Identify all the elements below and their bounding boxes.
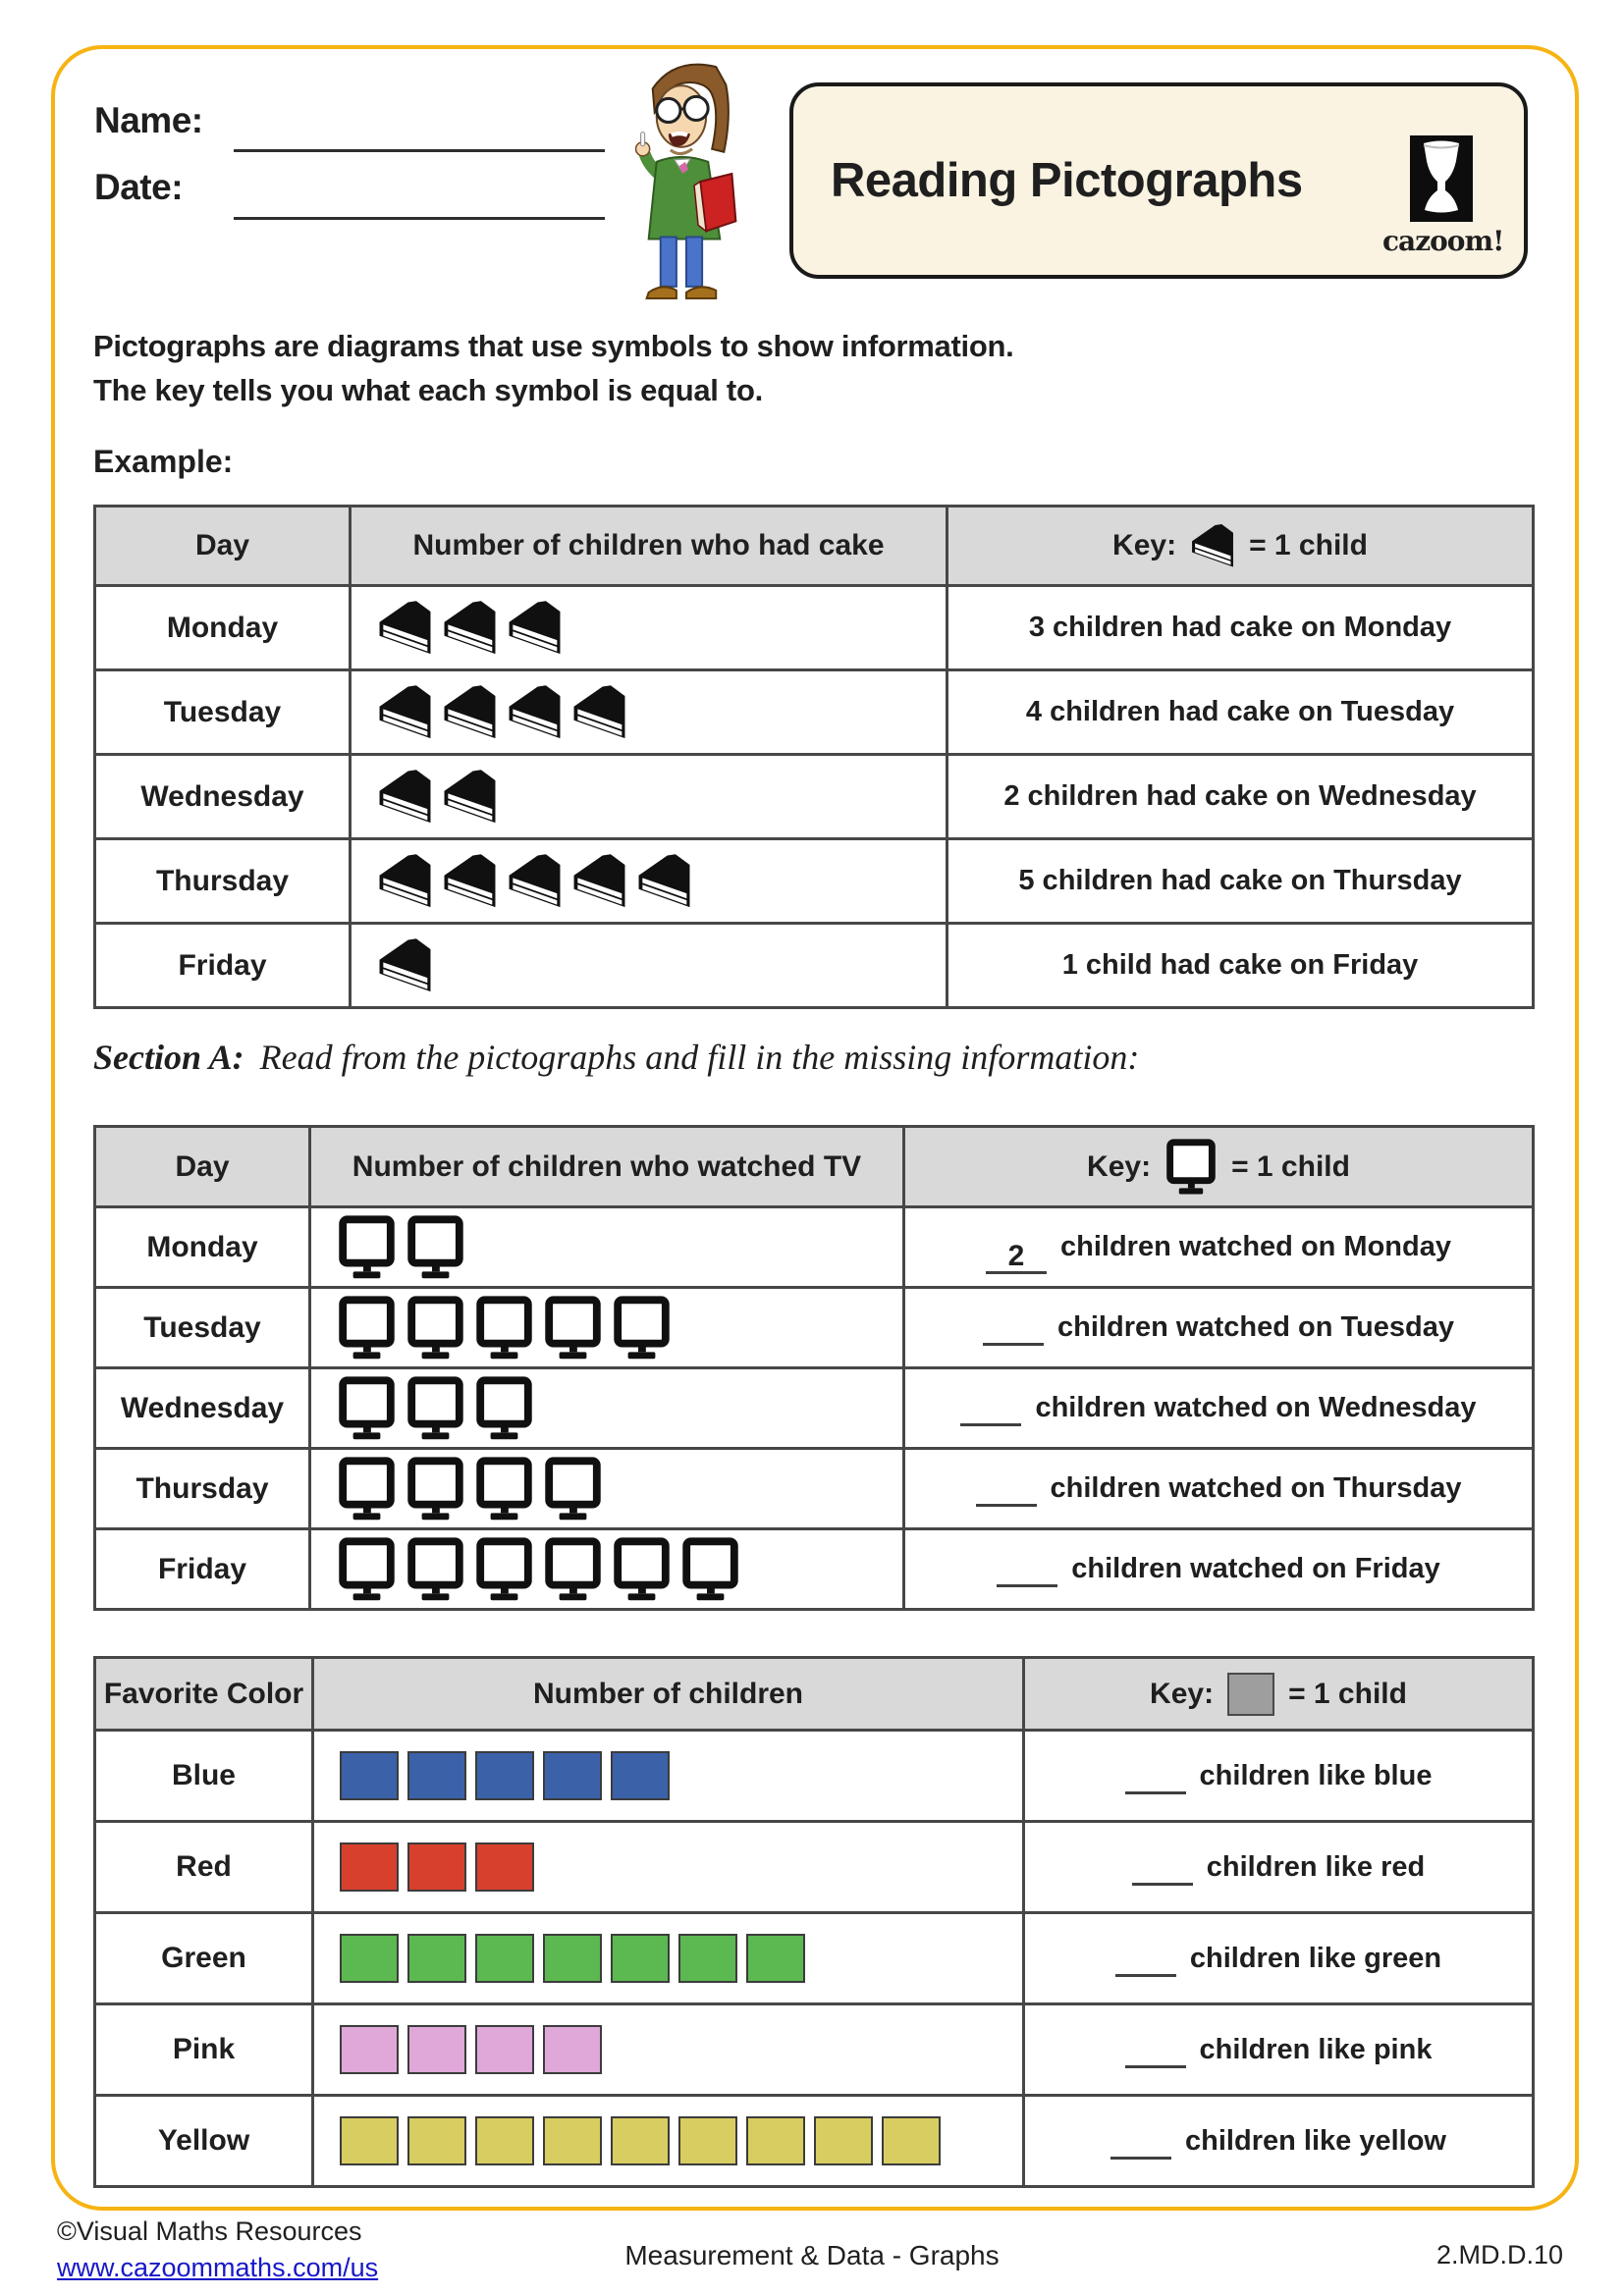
answer [906, 1230, 1531, 1272]
tv-icon [474, 1537, 534, 1602]
color-square-icon [746, 1934, 805, 1983]
color-square-icon [611, 2116, 670, 2165]
square-key [1026, 1673, 1531, 1716]
cake-slice-icon-row [377, 849, 945, 913]
gray-square-key-icon [1227, 1673, 1274, 1716]
tv-key [906, 1139, 1531, 1196]
tv-row [95, 1368, 1534, 1449]
cake-slice-icon [507, 849, 563, 913]
example-row-label: Friday [95, 924, 351, 1008]
example-row-label: Thursday [95, 839, 351, 924]
answer-blank [1125, 1791, 1186, 1794]
color-square-icon-row [340, 2025, 1021, 2074]
key-label: Key: [1112, 529, 1177, 561]
answer-blank: 2 [986, 1242, 1047, 1274]
favorite-color-pictograph-table [93, 1656, 1535, 2188]
color-square-icon [340, 1751, 399, 1800]
key-suffix: = 1 child [1249, 529, 1368, 561]
example-row [95, 670, 1534, 755]
intro-text [93, 324, 1013, 412]
col-header-number: Number of children [313, 1658, 1024, 1731]
answer-text: 3 children had cake on Monday [947, 586, 1534, 670]
tv-icon [543, 1457, 603, 1522]
color-row-label: Red [95, 1822, 313, 1913]
footer-standard-code: 2.MD.D.10 [1435, 2240, 1563, 2269]
answer-text: children watched on Wednesday [1035, 1392, 1477, 1423]
cake-slice-icon [507, 596, 563, 660]
answer [1026, 1760, 1531, 1792]
cake-slice-icon [442, 849, 498, 913]
answer [906, 1553, 1531, 1585]
name-blank-line [234, 149, 605, 152]
example-label: Example: [93, 444, 234, 479]
tv-icon [474, 1376, 534, 1441]
answer-blank [960, 1423, 1021, 1426]
color-row-label: Green [95, 1913, 313, 2004]
answer-text: children like blue [1199, 1759, 1433, 1791]
answer-blank [983, 1343, 1044, 1346]
cake-slice-icon [442, 596, 498, 660]
color-square-icon [407, 1934, 466, 1983]
color-square-icon [407, 2116, 466, 2165]
color-square-icon [678, 1934, 737, 1983]
col-header-pictures: Number of children who watched TV [310, 1127, 904, 1207]
example-row [95, 755, 1534, 839]
color-square-icon [611, 1934, 670, 1983]
color-square-icon [340, 1934, 399, 1983]
tv-icon [474, 1296, 534, 1361]
answer-text: children like yellow [1185, 2124, 1446, 2157]
tv-icon [337, 1296, 397, 1361]
answer-text: children like red [1206, 1850, 1426, 1883]
tv-icon [337, 1215, 397, 1280]
teacher-cartoon [624, 55, 754, 302]
col-header-pictures: Number of children who had cake [351, 507, 947, 586]
key-label: Key: [1087, 1149, 1152, 1183]
color-square-icon [340, 2025, 399, 2074]
tv-row [95, 1449, 1534, 1529]
color-square-icon [611, 1751, 670, 1800]
tv-key-icon [1164, 1139, 1218, 1196]
intro-line-2: The key tells you what each symbol is equal to. [93, 373, 763, 407]
cazoom-drum-icon [1410, 135, 1473, 222]
answer-text: children watched on Monday [1060, 1230, 1451, 1262]
color-square-icon [543, 1751, 602, 1800]
answer-text: children like pink [1199, 2033, 1433, 2065]
answer-blank [1110, 2157, 1171, 2160]
color-square-icon [340, 2116, 399, 2165]
tv-row-label: Thursday [95, 1449, 310, 1529]
tv-row-label: Monday [95, 1207, 310, 1288]
tv-icon [337, 1537, 397, 1602]
tv-icon-row [337, 1296, 901, 1361]
key-suffix: = 1 child [1231, 1149, 1350, 1183]
tv-icon-row [337, 1457, 901, 1522]
answer [1026, 2034, 1531, 2066]
tv-icon-row [337, 1537, 901, 1602]
title-box [789, 82, 1528, 279]
answer-text: 4 children had cake on Tuesday [947, 670, 1534, 755]
answer [1026, 1943, 1531, 1975]
example-pictograph-table [93, 505, 1535, 1009]
col-header-day: Day [95, 1127, 310, 1207]
tv-icon-row [337, 1376, 901, 1441]
col-header-key [947, 507, 1534, 586]
answer [906, 1392, 1531, 1424]
example-row [95, 924, 1534, 1008]
tv-icon [612, 1537, 672, 1602]
color-square-icon [407, 1842, 466, 1892]
key-label: Key: [1150, 1677, 1215, 1710]
tv-icon [612, 1296, 672, 1361]
answer [906, 1472, 1531, 1505]
cake-slice-icon [377, 849, 433, 913]
answer-text: children watched on Thursday [1050, 1472, 1462, 1504]
cake-slice-icon-row [377, 680, 945, 744]
cake-slice-icon [636, 849, 692, 913]
tv-icon-row [337, 1215, 901, 1280]
date-label: Date: [94, 167, 184, 207]
answer-blank [1115, 1974, 1176, 1977]
section-a-instruction: Read from the pictographs and fill in the missing information: [259, 1038, 1140, 1077]
intro-line-1: Pictographs are diagrams that use symbols to show information. [93, 329, 1014, 363]
tv-row [95, 1529, 1534, 1610]
key-suffix: = 1 child [1288, 1677, 1407, 1710]
tv-icon [406, 1215, 465, 1280]
example-row [95, 586, 1534, 670]
color-square-icon [340, 1842, 399, 1892]
color-square-icon [475, 2116, 534, 2165]
tv-icon [337, 1457, 397, 1522]
color-row-label: Yellow [95, 2096, 313, 2187]
answer-blank [1125, 2065, 1186, 2068]
tv-row-label: Friday [95, 1529, 310, 1610]
tv-icon [406, 1457, 465, 1522]
tv-row-label: Wednesday [95, 1368, 310, 1449]
color-square-icon [882, 2116, 941, 2165]
color-square-icon [678, 2116, 737, 2165]
tv-icon [543, 1296, 603, 1361]
color-square-icon [543, 1934, 602, 1983]
cake-slice-icon-row [377, 765, 945, 828]
color-square-icon [407, 2025, 466, 2074]
footer-topic: Measurement & Data - Graphs [624, 2240, 1000, 2270]
answer-blank [976, 1504, 1037, 1507]
tv-icon [406, 1376, 465, 1441]
cake-slice-icon-row [377, 934, 945, 997]
tv-icon [406, 1537, 465, 1602]
example-table-header [95, 507, 1534, 586]
answer [1026, 2125, 1531, 2158]
color-square-icon-row [340, 1842, 1021, 1892]
answer-text: children watched on Friday [1071, 1553, 1440, 1584]
section-a-heading [93, 1037, 1139, 1078]
color-square-icon [746, 2116, 805, 2165]
color-square-icon [475, 1934, 534, 1983]
cake-slice-icon [442, 765, 498, 828]
cake-slice-icon [377, 765, 433, 828]
cake-slice-icon [442, 680, 498, 744]
color-square-icon [543, 2116, 602, 2165]
answer [1026, 1851, 1531, 1884]
col-header-key [1024, 1658, 1534, 1731]
col-header-favorite-color: Favorite Color [95, 1658, 313, 1731]
example-row [95, 839, 1534, 924]
answer-text: 1 child had cake on Friday [947, 924, 1534, 1008]
tv-row [95, 1288, 1534, 1368]
col-header-key [904, 1127, 1534, 1207]
tv-icon [406, 1296, 465, 1361]
cazoom-logo [1382, 135, 1504, 257]
copyright-text: ©Visual Maths Resources [57, 2216, 362, 2246]
color-row [95, 1913, 1534, 2004]
color-row-label: Blue [95, 1731, 313, 1822]
tv-row [95, 1207, 1534, 1288]
color-square-icon [475, 2025, 534, 2074]
cake-slice-icon [571, 680, 627, 744]
tv-table-header [95, 1127, 1534, 1207]
cake-slice-icon [377, 680, 433, 744]
answer-text: 5 children had cake on Thursday [947, 839, 1534, 924]
color-square-icon [475, 1842, 534, 1892]
tv-row-label: Tuesday [95, 1288, 310, 1368]
answer-blank [997, 1584, 1057, 1587]
color-table-header [95, 1658, 1534, 1731]
tv-icon [474, 1457, 534, 1522]
answer-blank [1132, 1883, 1193, 1886]
color-row [95, 2096, 1534, 2187]
cake-slice-icon [377, 596, 433, 660]
section-a-label: Section A: [93, 1038, 244, 1077]
color-square-icon-row [340, 1934, 1021, 1983]
answer-text: children like green [1189, 1942, 1442, 1974]
tv-icon [543, 1537, 603, 1602]
cazoommaths-link[interactable]: www.cazoommaths.com/us [57, 2253, 379, 2282]
cake-slice-icon [377, 934, 433, 997]
example-row-label: Monday [95, 586, 351, 670]
answer-text: 2 children had cake on Wednesday [947, 755, 1534, 839]
example-row-label: Wednesday [95, 755, 351, 839]
cake-key-icon [1190, 520, 1235, 571]
color-row [95, 2004, 1534, 2096]
answer-text: children watched on Tuesday [1057, 1311, 1454, 1343]
cake-slice-icon [571, 849, 627, 913]
date-blank-line [234, 217, 605, 220]
page-title: Reading Pictographs [831, 154, 1303, 207]
color-square-icon [543, 2025, 602, 2074]
color-square-icon [814, 2116, 873, 2165]
color-row [95, 1822, 1534, 1913]
col-header-day: Day [95, 507, 351, 586]
cake-slice-icon-row [377, 596, 945, 660]
name-label: Name: [94, 100, 203, 140]
tv-icon [337, 1376, 397, 1441]
color-row-label: Pink [95, 2004, 313, 2096]
cazoom-logo-text: cazoom! [1382, 225, 1504, 257]
answer [906, 1311, 1531, 1344]
cake-key [949, 520, 1531, 571]
color-square-icon [407, 1751, 466, 1800]
tv-icon [680, 1537, 740, 1602]
cake-slice-icon [507, 680, 563, 744]
color-square-icon-row [340, 2116, 1021, 2165]
color-square-icon-row [340, 1751, 1021, 1800]
color-square-icon [475, 1751, 534, 1800]
example-row-label: Tuesday [95, 670, 351, 755]
color-row [95, 1731, 1534, 1822]
tv-pictograph-table [93, 1125, 1535, 1611]
